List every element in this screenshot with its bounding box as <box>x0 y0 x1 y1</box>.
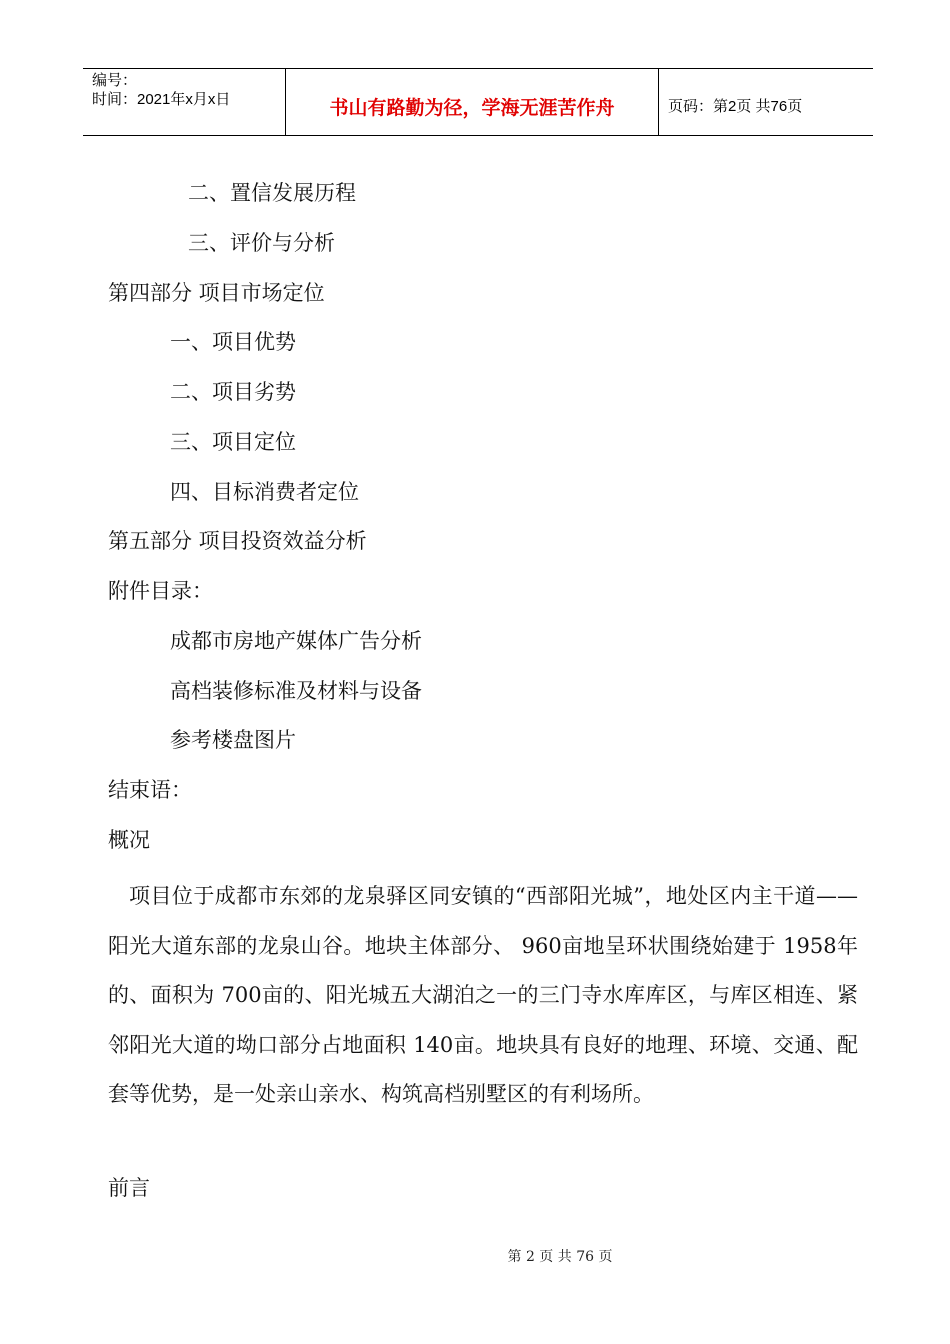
header-motto-cell <box>285 69 659 135</box>
toc-item: 四、目标消费者定位 <box>170 480 359 504</box>
toc-item: 一、项目优势 <box>170 330 296 354</box>
toc-part-heading: 第四部分 项目市场定位 <box>108 281 325 305</box>
toc-item: 三、项目定位 <box>170 430 296 454</box>
header-page-info: 页码：第2页 共76页 <box>668 98 803 115</box>
section-heading-overview: 概况 <box>108 828 150 852</box>
toc-closing-heading: 结束语： <box>108 778 192 802</box>
toc-item: 三、评价与分析 <box>188 231 335 255</box>
document-header <box>83 68 873 136</box>
toc-appendix-item: 成都市房地产媒体广告分析 <box>170 629 422 653</box>
toc-appendix-item: 高档装修标准及材料与设备 <box>170 679 422 703</box>
toc-appendix-heading: 附件目录： <box>108 579 213 603</box>
header-left-cell <box>83 69 285 135</box>
toc-part-heading: 第五部分 项目投资效益分析 <box>108 529 367 553</box>
toc-item: 二、置信发展历程 <box>188 181 356 205</box>
page-footer: 第 2 页 共 76 页 <box>507 1249 613 1265</box>
toc-item: 二、项目劣势 <box>170 380 296 404</box>
overview-paragraph: 项目位于成都市东郊的龙泉驿区同安镇的“西部阳光城”，地处区内主干道——阳光大道东部的龙泉山谷。地块主体部分、 960亩地呈环状围绕始建于 1958年的、面积为 700亩的、阳光城五大湖泊之一的三门寺水库库区，与库区相连、紧邻阳光大道的坳口部分占地面积 140亩。地块具有良好的地理、环境、交通、配套等优势，是一处亲山亲水、构筑高档别墅区的有利场所。 <box>108 884 858 1107</box>
header-motto: 书山有路勤为径，学海无涯苦作舟 <box>329 97 615 119</box>
section-heading-preface: 前言 <box>108 1176 150 1200</box>
document-date: 时间：2021年x月x日 <box>92 91 231 108</box>
toc-appendix-item: 参考楼盘图片 <box>170 728 296 752</box>
document-number: 编号： <box>92 72 138 89</box>
header-page-cell <box>659 69 873 135</box>
